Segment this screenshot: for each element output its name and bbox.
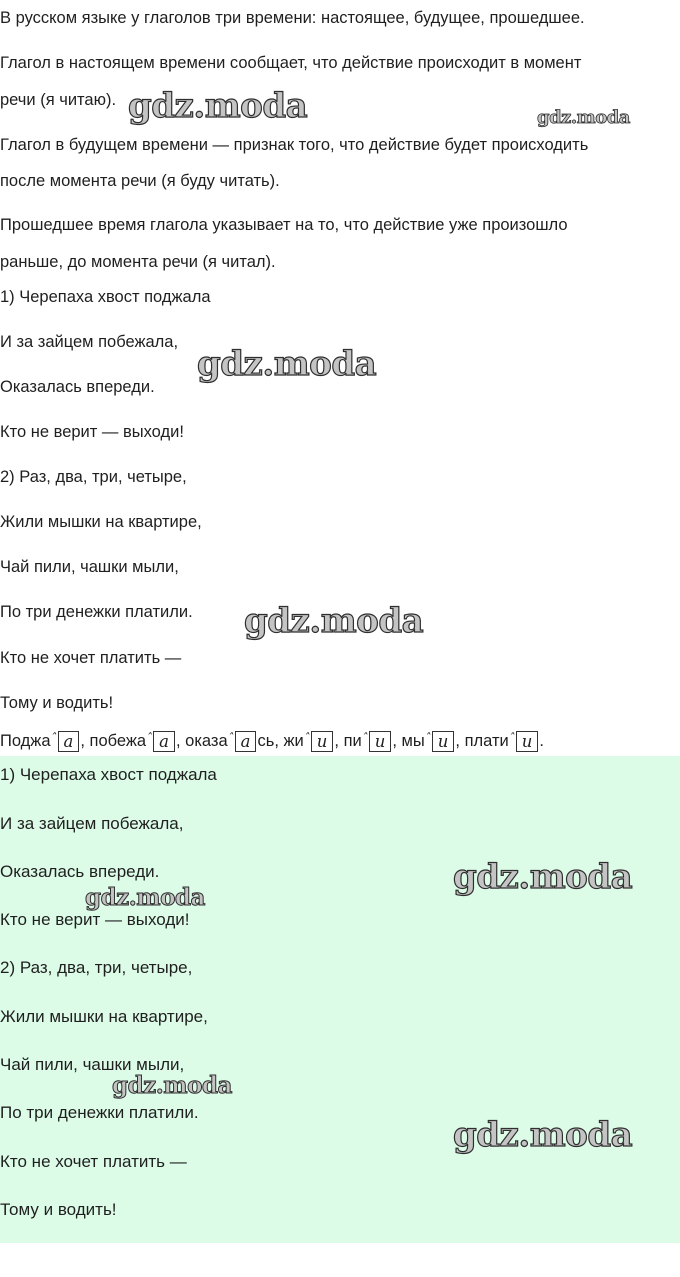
stem-arc-mark: ˆ <box>50 731 57 745</box>
stem-arc-mark: ˆ <box>424 731 431 745</box>
watermark-logo: gdz.moda <box>112 1072 232 1099</box>
intro-line: после момента речи (я буду читать). <box>0 172 280 190</box>
answer-poem-line: Чай пили, чашки мыли, <box>0 1055 185 1074</box>
answer-poem-line: Тому и водить! <box>0 1200 117 1219</box>
stem-arc-mark: ˆ <box>146 731 153 745</box>
verb-word: , жиˆ и <box>274 732 334 750</box>
stem-arc-mark: ˆ <box>227 731 234 745</box>
answer-poem-line: Жили мышки на квартире, <box>0 1007 208 1026</box>
ending-box: а <box>58 731 80 752</box>
poem-line: И за зайцем побежала, <box>0 333 179 351</box>
watermark-logo: gdz.moda <box>453 857 633 897</box>
intro-line: речи (я читаю). <box>0 91 117 109</box>
watermark-logo: gdz.moda <box>453 1115 633 1155</box>
watermark-logo: gdz.moda <box>128 86 308 126</box>
intro-line: Глагол в настоящем времени сообщает, что действие происходит в момент <box>0 54 582 72</box>
poem-line: 2) Раз, два, три, четыре, <box>0 468 187 486</box>
answer-poem-line: Кто не верит — выходи! <box>0 910 190 929</box>
stem-arc-mark: ˆ <box>508 731 515 745</box>
ending-box: и <box>432 731 455 752</box>
intro-line: В русском языке у глаголов три времени: настоящее, будущее, прошедшее. <box>0 9 585 27</box>
answer-poem-line: 1) Черепаха хвост поджала <box>0 765 217 784</box>
verb-word: , пиˆ и <box>334 732 392 750</box>
ending-box: и <box>311 731 334 752</box>
verb-word: , платиˆ и . <box>455 732 544 750</box>
poem-line: По три денежки платили. <box>0 603 193 621</box>
answer-poem-line: 2) Раз, два, три, четыре, <box>0 958 193 977</box>
watermark-logo: gdz.moda <box>537 107 630 128</box>
watermark-logo: gdz.moda <box>197 344 377 384</box>
verb-endings-line <box>0 728 544 752</box>
ending-box: и <box>369 731 392 752</box>
ending-box: а <box>235 731 257 752</box>
poem-line: Жили мышки на квартире, <box>0 513 202 531</box>
verb-word: , побежаˆ а <box>80 732 176 750</box>
watermark-logo: gdz.moda <box>85 884 205 911</box>
intro-line: Глагол в будущем времени — признак того, что действие будет происходить <box>0 136 589 154</box>
answer-poem-line: Кто не хочет платить — <box>0 1152 187 1171</box>
poem-line: Тому и водить! <box>0 694 114 712</box>
ending-box: а <box>153 731 175 752</box>
answer-poem-line: По три денежки платили. <box>0 1103 199 1122</box>
watermark-logo: gdz.moda <box>244 601 424 641</box>
intro-line: Прошедшее время глагола указывает на то, что действие уже произошло <box>0 216 568 234</box>
stem-arc-mark: ˆ <box>303 731 310 745</box>
poem-line: Оказалась впереди. <box>0 378 155 396</box>
answer-poem-line: Оказалась впереди. <box>0 862 160 881</box>
poem-line: Кто не верит — выходи! <box>0 423 184 441</box>
poem-line: 1) Черепаха хвост поджала <box>0 288 211 306</box>
stem-arc-mark: ˆ <box>361 731 368 745</box>
poem-line: Кто не хочет платить — <box>0 649 182 667</box>
intro-line: раньше, до момента речи (я читал). <box>0 253 276 271</box>
verb-word: Поджаˆ а <box>0 732 80 750</box>
ending-box: и <box>516 731 539 752</box>
verb-word: , оказаˆ а сь <box>176 732 274 750</box>
verb-word: , мыˆ и <box>392 732 455 750</box>
answer-poem-line: И за зайцем побежала, <box>0 814 184 833</box>
poem-line: Чай пили, чашки мыли, <box>0 558 179 576</box>
